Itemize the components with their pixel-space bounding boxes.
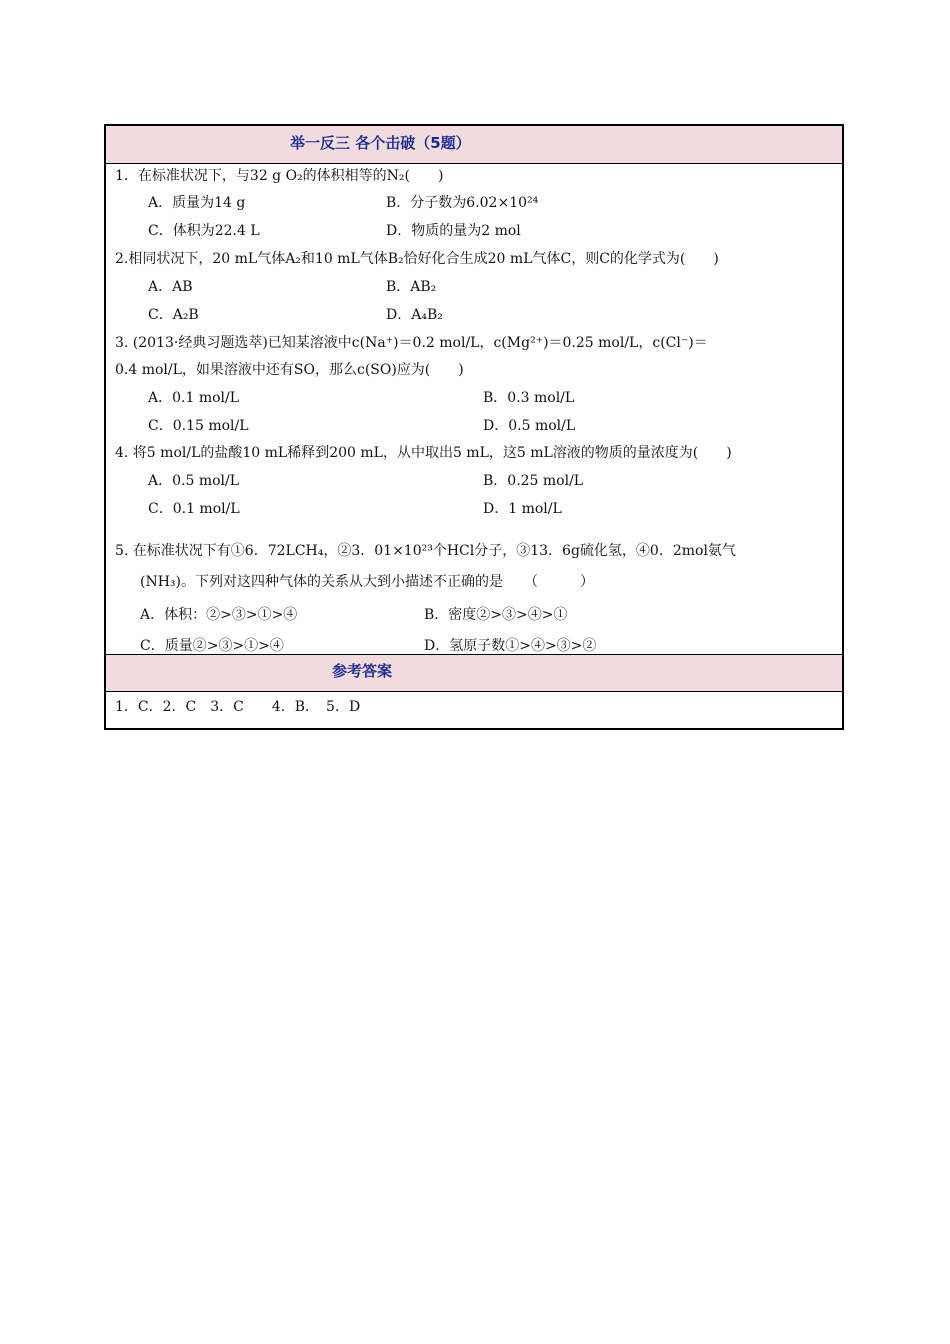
answer-title: 参考答案 (332, 662, 393, 680)
question-2-stem: 2.相同状况下，20 mL气体A₂和10 mL气体B₂恰好化合生成20 mL气体C，则C的化学式为( ) (115, 251, 719, 267)
question-5-stem: 5. 在标准状况下有①6．72LCH₄，②3．01×10²³个HCl分子，③13．6g硫化氢，④0．2mol氨气 (115, 543, 736, 559)
answer-header (106, 654, 842, 692)
question-5-option-a: A．体积：②>③>①>④ (140, 607, 298, 623)
question-3-option-d: D．0.5 mol/L (483, 418, 576, 434)
question-3-option-b: B．0.3 mol/L (483, 390, 575, 406)
answer-list: 1．C．2．C 3．C 4．B． 5．D (115, 699, 361, 715)
question-4-option-c: C．0.1 mol/L (148, 501, 240, 517)
question-5-option-d: D．氢原子数①>④>③>② (424, 638, 597, 654)
question-3-option-c: C．0.15 mol/L (148, 418, 249, 434)
question-5-option-b: B．密度②>③>④>① (424, 607, 568, 623)
question-3-stem-continued: 0.4 mol/L，如果溶液中还有SO，那么c(SO)应为( ) (115, 362, 464, 378)
section-title: 举一反三 各个击破（5题） (290, 134, 471, 152)
question-5-option-c: C．质量②>③>①>④ (140, 638, 284, 654)
question-1-option-c: C．体积为22.4 L (148, 223, 260, 239)
question-4-option-b: B．0.25 mol/L (483, 473, 584, 489)
exercise-box (104, 124, 844, 730)
question-2-option-a: A．AB (148, 279, 193, 295)
question-2-option-c: C．A₂B (148, 307, 199, 323)
question-1-stem: 1．在标准状况下，与32 g O₂的体积相等的N₂( ) (115, 168, 444, 184)
question-3-option-a: A．0.1 mol/L (148, 390, 240, 406)
question-4-option-a: A．0.5 mol/L (148, 473, 240, 489)
question-3-stem: 3. (2013·经典习题选萃)已知某溶液中c(Na⁺)＝0.2 mol/L，c(Mg²⁺)＝0.25 mol/L，c(Cl⁻)＝ (115, 335, 708, 351)
section-header (106, 126, 842, 164)
question-2-option-d: D．A₄B₂ (386, 307, 443, 323)
question-1-option-a: A．质量为14 g (148, 195, 246, 211)
question-5-stem-continued: (NH₃)。下列对这四种气体的关系从大到小描述不正确的是 （ ） (140, 574, 594, 590)
question-1-option-b: B．分子数为6.02×10²⁴ (386, 195, 539, 211)
question-2-option-b: B．AB₂ (386, 279, 437, 295)
question-1-option-d: D．物质的量为2 mol (386, 223, 521, 239)
question-4-option-d: D．1 mol/L (483, 501, 562, 517)
question-4-stem: 4. 将5 mol/L的盐酸10 mL稀释到200 mL，从中取出5 mL，这5 mL溶液的物质的量浓度为( ) (115, 445, 732, 461)
